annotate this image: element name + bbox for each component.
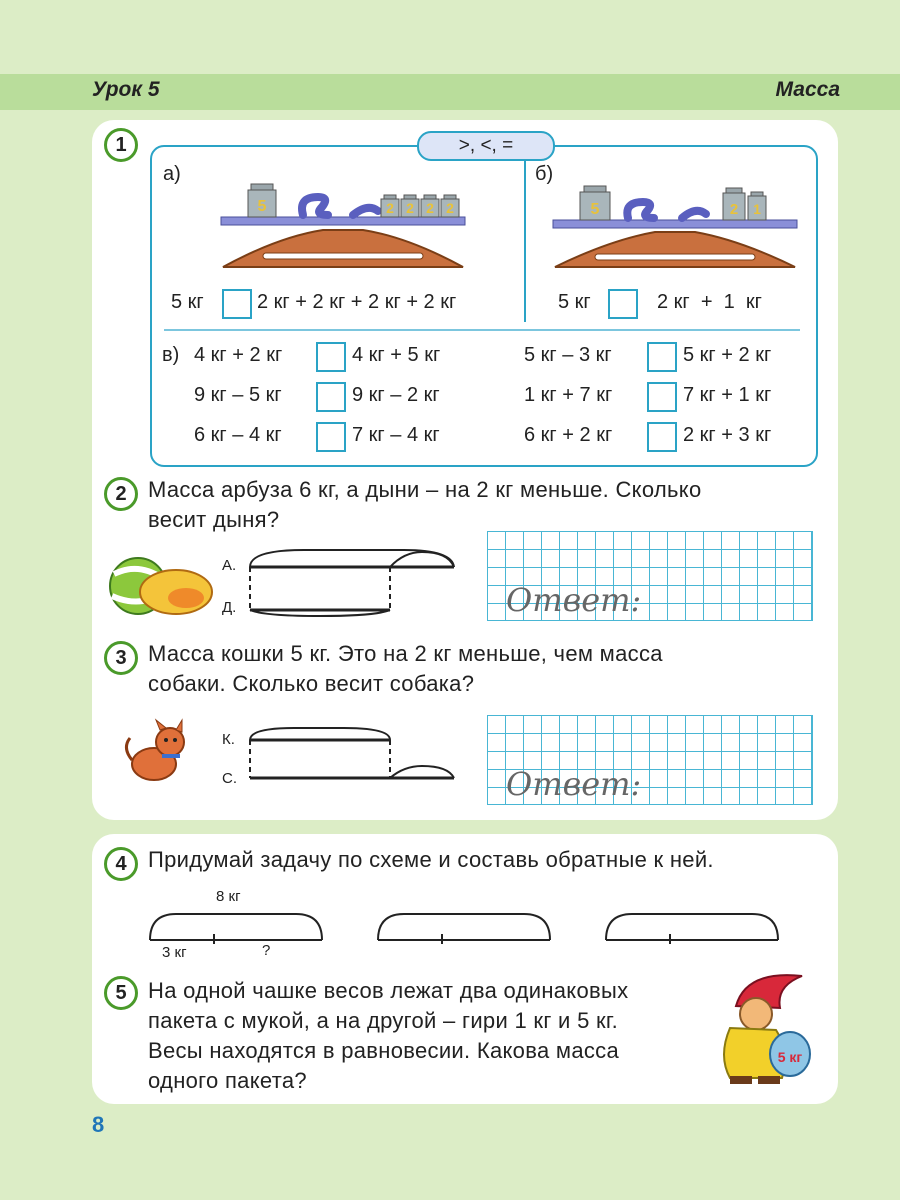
weight-icon — [441, 195, 459, 217]
weight-label: 5 — [590, 201, 600, 218]
part-c-label: в) — [162, 344, 180, 366]
answer-box[interactable] — [316, 342, 346, 372]
segment-label: ? — [262, 942, 271, 959]
weight-icon — [248, 184, 276, 217]
weight-label: 2 — [426, 200, 434, 216]
comparison-signs-badge: >, <, = — [417, 131, 555, 161]
expression: 2 кг + 2 кг + 2 кг + 2 кг — [257, 291, 457, 313]
task-line: Масса кошки 5 кг. Это на 2 кг меньше, чем масса — [148, 641, 663, 666]
divider — [524, 160, 526, 322]
expression: 7 кг – 4 кг — [352, 424, 440, 446]
exercise-number: 2 — [104, 477, 138, 511]
answer-prompt: Ответ: — [506, 581, 642, 619]
expression: 5 кг – 3 кг — [524, 344, 612, 366]
answer-box[interactable] — [647, 422, 677, 452]
expression: 2 кг + 1 кг — [657, 291, 762, 313]
weight-label: 2 — [406, 200, 414, 216]
answer-box[interactable] — [647, 342, 677, 372]
segment-diagram — [244, 722, 464, 788]
segment-label: 8 кг — [216, 888, 241, 905]
segment-schemes — [146, 906, 786, 946]
divider — [164, 329, 800, 331]
weight-group — [381, 195, 459, 217]
answer-box[interactable] — [608, 289, 638, 319]
cat-image — [120, 718, 200, 794]
part-a-label: а) — [163, 163, 181, 185]
expression: 5 кг + 2 кг — [683, 344, 772, 366]
part-b-label: б) — [535, 163, 554, 185]
exercise-number: 4 — [104, 847, 138, 881]
weight-label: 1 — [753, 201, 761, 217]
task-line: На одной чашке весов лежат два одинаковых — [148, 978, 629, 1003]
balance-scale-image — [550, 182, 800, 270]
weight-icon — [381, 195, 399, 217]
segment-label: Д. — [222, 599, 237, 616]
expression: 7 кг + 1 кг — [683, 384, 772, 406]
answer-box[interactable] — [316, 382, 346, 412]
weight-icon — [580, 186, 610, 220]
exercise-number: 3 — [104, 641, 138, 675]
segment-label: К. — [222, 731, 235, 748]
gnome-image — [716, 966, 816, 1088]
expression: 4 кг + 2 кг — [194, 344, 283, 366]
task-text — [148, 976, 628, 1096]
task-line: Весы находятся в равновесии. Какова масса — [148, 1038, 619, 1063]
expression: 5 кг — [171, 291, 204, 313]
bag-label: 5 кг — [777, 1049, 803, 1065]
expression: 9 кг – 2 кг — [352, 384, 440, 406]
segment-label: А. — [222, 557, 237, 574]
weight-label: 2 — [386, 200, 394, 216]
weight-icon — [748, 192, 766, 220]
weight-icon — [723, 188, 745, 220]
segment-label: 3 кг — [162, 944, 187, 961]
page-number: 8 — [92, 1112, 105, 1137]
weight-label: 2 — [446, 200, 454, 216]
task-line: весит дыня? — [148, 507, 280, 532]
exercise-number: 5 — [104, 976, 138, 1010]
weight-icon — [401, 195, 419, 217]
weight-label: 5 — [257, 198, 267, 215]
topic-title: Масса — [775, 78, 840, 101]
page-header — [0, 74, 900, 110]
weight-icon — [421, 195, 439, 217]
task-line: одного пакета? — [148, 1068, 307, 1093]
melon-watermelon-image — [104, 556, 216, 620]
expression: 5 кг — [558, 291, 591, 313]
expression: 4 кг + 5 кг — [352, 344, 441, 366]
lesson-title: Урок 5 — [92, 78, 160, 101]
task-line: пакета с мукой, а на другой – гири 1 кг и 5 кг. — [148, 1008, 618, 1033]
balance-scale-image — [218, 175, 468, 270]
expression: 9 кг – 5 кг — [194, 384, 282, 406]
segment-label: С. — [222, 770, 237, 787]
weight-label: 2 — [729, 201, 739, 218]
task-line: Масса арбуза 6 кг, а дыни – на 2 кг меньше. Сколько — [148, 477, 702, 502]
expression: 6 кг – 4 кг — [194, 424, 282, 446]
answer-prompt: Ответ: — [506, 765, 642, 803]
task-line: собаки. Сколько весит собака? — [148, 671, 475, 696]
exercise-number: 1 — [104, 128, 138, 162]
expression: 1 кг + 7 кг — [524, 384, 613, 406]
task-text — [148, 475, 702, 535]
answer-box[interactable] — [647, 382, 677, 412]
answer-box[interactable] — [222, 289, 252, 319]
task-text: Придумай задачу по схеме и составь обратные к ней. — [148, 847, 714, 872]
expression: 6 кг + 2 кг — [524, 424, 613, 446]
expression: 2 кг + 3 кг — [683, 424, 772, 446]
segment-diagram — [244, 544, 464, 620]
answer-box[interactable] — [316, 422, 346, 452]
task-text — [148, 639, 663, 699]
